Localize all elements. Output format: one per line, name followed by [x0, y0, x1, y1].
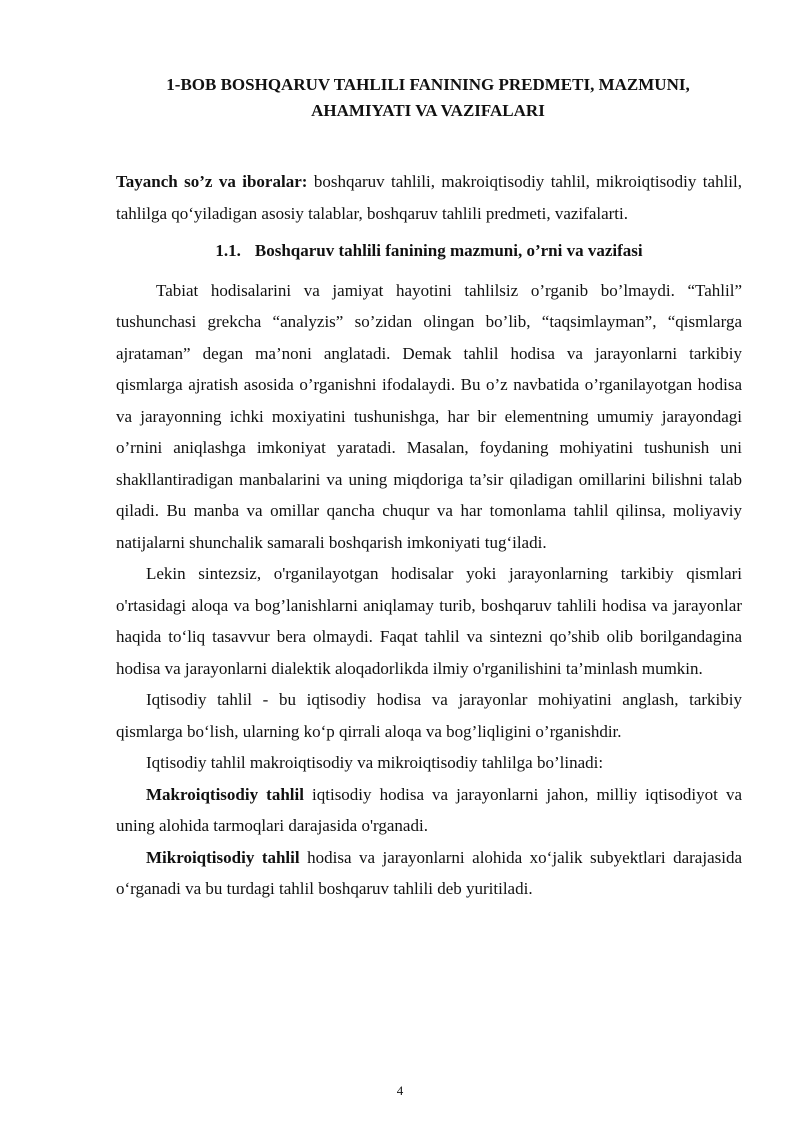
keywords-paragraph [116, 166, 742, 229]
chapter-title [100, 72, 756, 124]
paragraph-4: Iqtisodiy tahlil makroiqtisodiy va mikroiqtisodiy tahlilga bo’linadi: [146, 753, 604, 772]
paragraph-6 [116, 842, 742, 905]
mikro-term: Mikroiqtisodiy tahlil [146, 847, 300, 867]
section-number: 1.1. [215, 241, 241, 260]
paragraph-2: Lekin sintezsiz, o'rganilayotgan hodisalar yoki jarayonlarning tarkibiy qismlari o'rtasidagi aloqa va bog’lanishlarni aniqlamay turib, boshqaruv tahlili hodisa va jarayonlar haqida to‘liq tasavvur bera olmaydi. Faqat tahlil va sintezni qo’shib olib borilgandagina hodisa va jarayonlarni dialektik aloqadorlikda ilmiy o'rganilishini ta’minlash mumkin. [116, 564, 742, 678]
paragraph-1: Tabiat hodisalarini va jamiyat hayotini tahlilsiz o’rganib bo’lmaydi. “Tahlil” tushunchasi grekcha “analyzis” so’zidan olingan bo’lib, “taqsimlayman”, “qismlarga ajrataman” degan ma’noni anglatadi. Demak tahlil hodisa va jarayonlarni tarkibiy qismlarga ajratish asosida o’rganishni ifodalaydi. Bu o’z navbatida o’rganilayotgan hodisa va jarayonning ichki moxiyatini tushunishga, har bir elementning umumiy jarayondagi o’rnini aniqlashga imkoniyat yaratadi. Masalan, foydaning mohiyatini tushunish uni shakllantiradigan manbalarini va uning miqdoriga ta’sir qiladigan omillarini bilishni talab qiladi. Bu manba va omillar qancha chuqur va har tomonlama tahlil qilinsa, moliyaviy natijalarni shunchalik samarali boshqarish imkoniyati tug‘iladi. [116, 280, 742, 552]
paragraph-3: Iqtisodiy tahlil - bu iqtisodiy hodisa va jarayonlar mohiyatini anglash, tarkibiy qismlarga bo‘lish, ularning ko‘p qirrali aloqa va bog’liqligini o’rganishdir. [116, 690, 742, 741]
makro-definition: iqtisodiy hodisa va jarayonlarni jahon, milliy iqtisodiyot va uning alohida tarmoqlari darajasida o'rganadi. [116, 784, 742, 835]
mikro-definition: hodisa va jarayonlarni alohida xo‘jalik subyektlari darajasida o‘rganadi va bu turdagi tahlil boshqaruv tahlili deb yuritiladi. [116, 847, 742, 898]
chapter-title-line-1: 1-BOB BOSHQARUV TAHLILI FANINING PREDMETI, MAZMUNI, [166, 75, 690, 94]
keywords-text: boshqaruv tahlili, makroiqtisodiy tahlil, mikroiqtisodiy tahlil, tahlilga qo‘yiladigan asosiy talablar, boshqaruv tahlili predmeti, vazifalarti. [116, 172, 742, 223]
document-body [116, 166, 742, 905]
makro-term: Makroiqtisodiy tahlil [146, 784, 304, 804]
paragraph-5 [116, 779, 742, 842]
keywords-label: Tayanch so’z va iboralar: [116, 172, 308, 191]
section-title: Boshqaruv tahlili fanining mazmuni, o’rni va vazifasi [254, 241, 643, 260]
chapter-title-line-2: AHAMIYATI VA VAZIFALARI [311, 101, 545, 120]
page-number: 4 [396, 1083, 404, 1098]
section-heading [116, 235, 742, 267]
